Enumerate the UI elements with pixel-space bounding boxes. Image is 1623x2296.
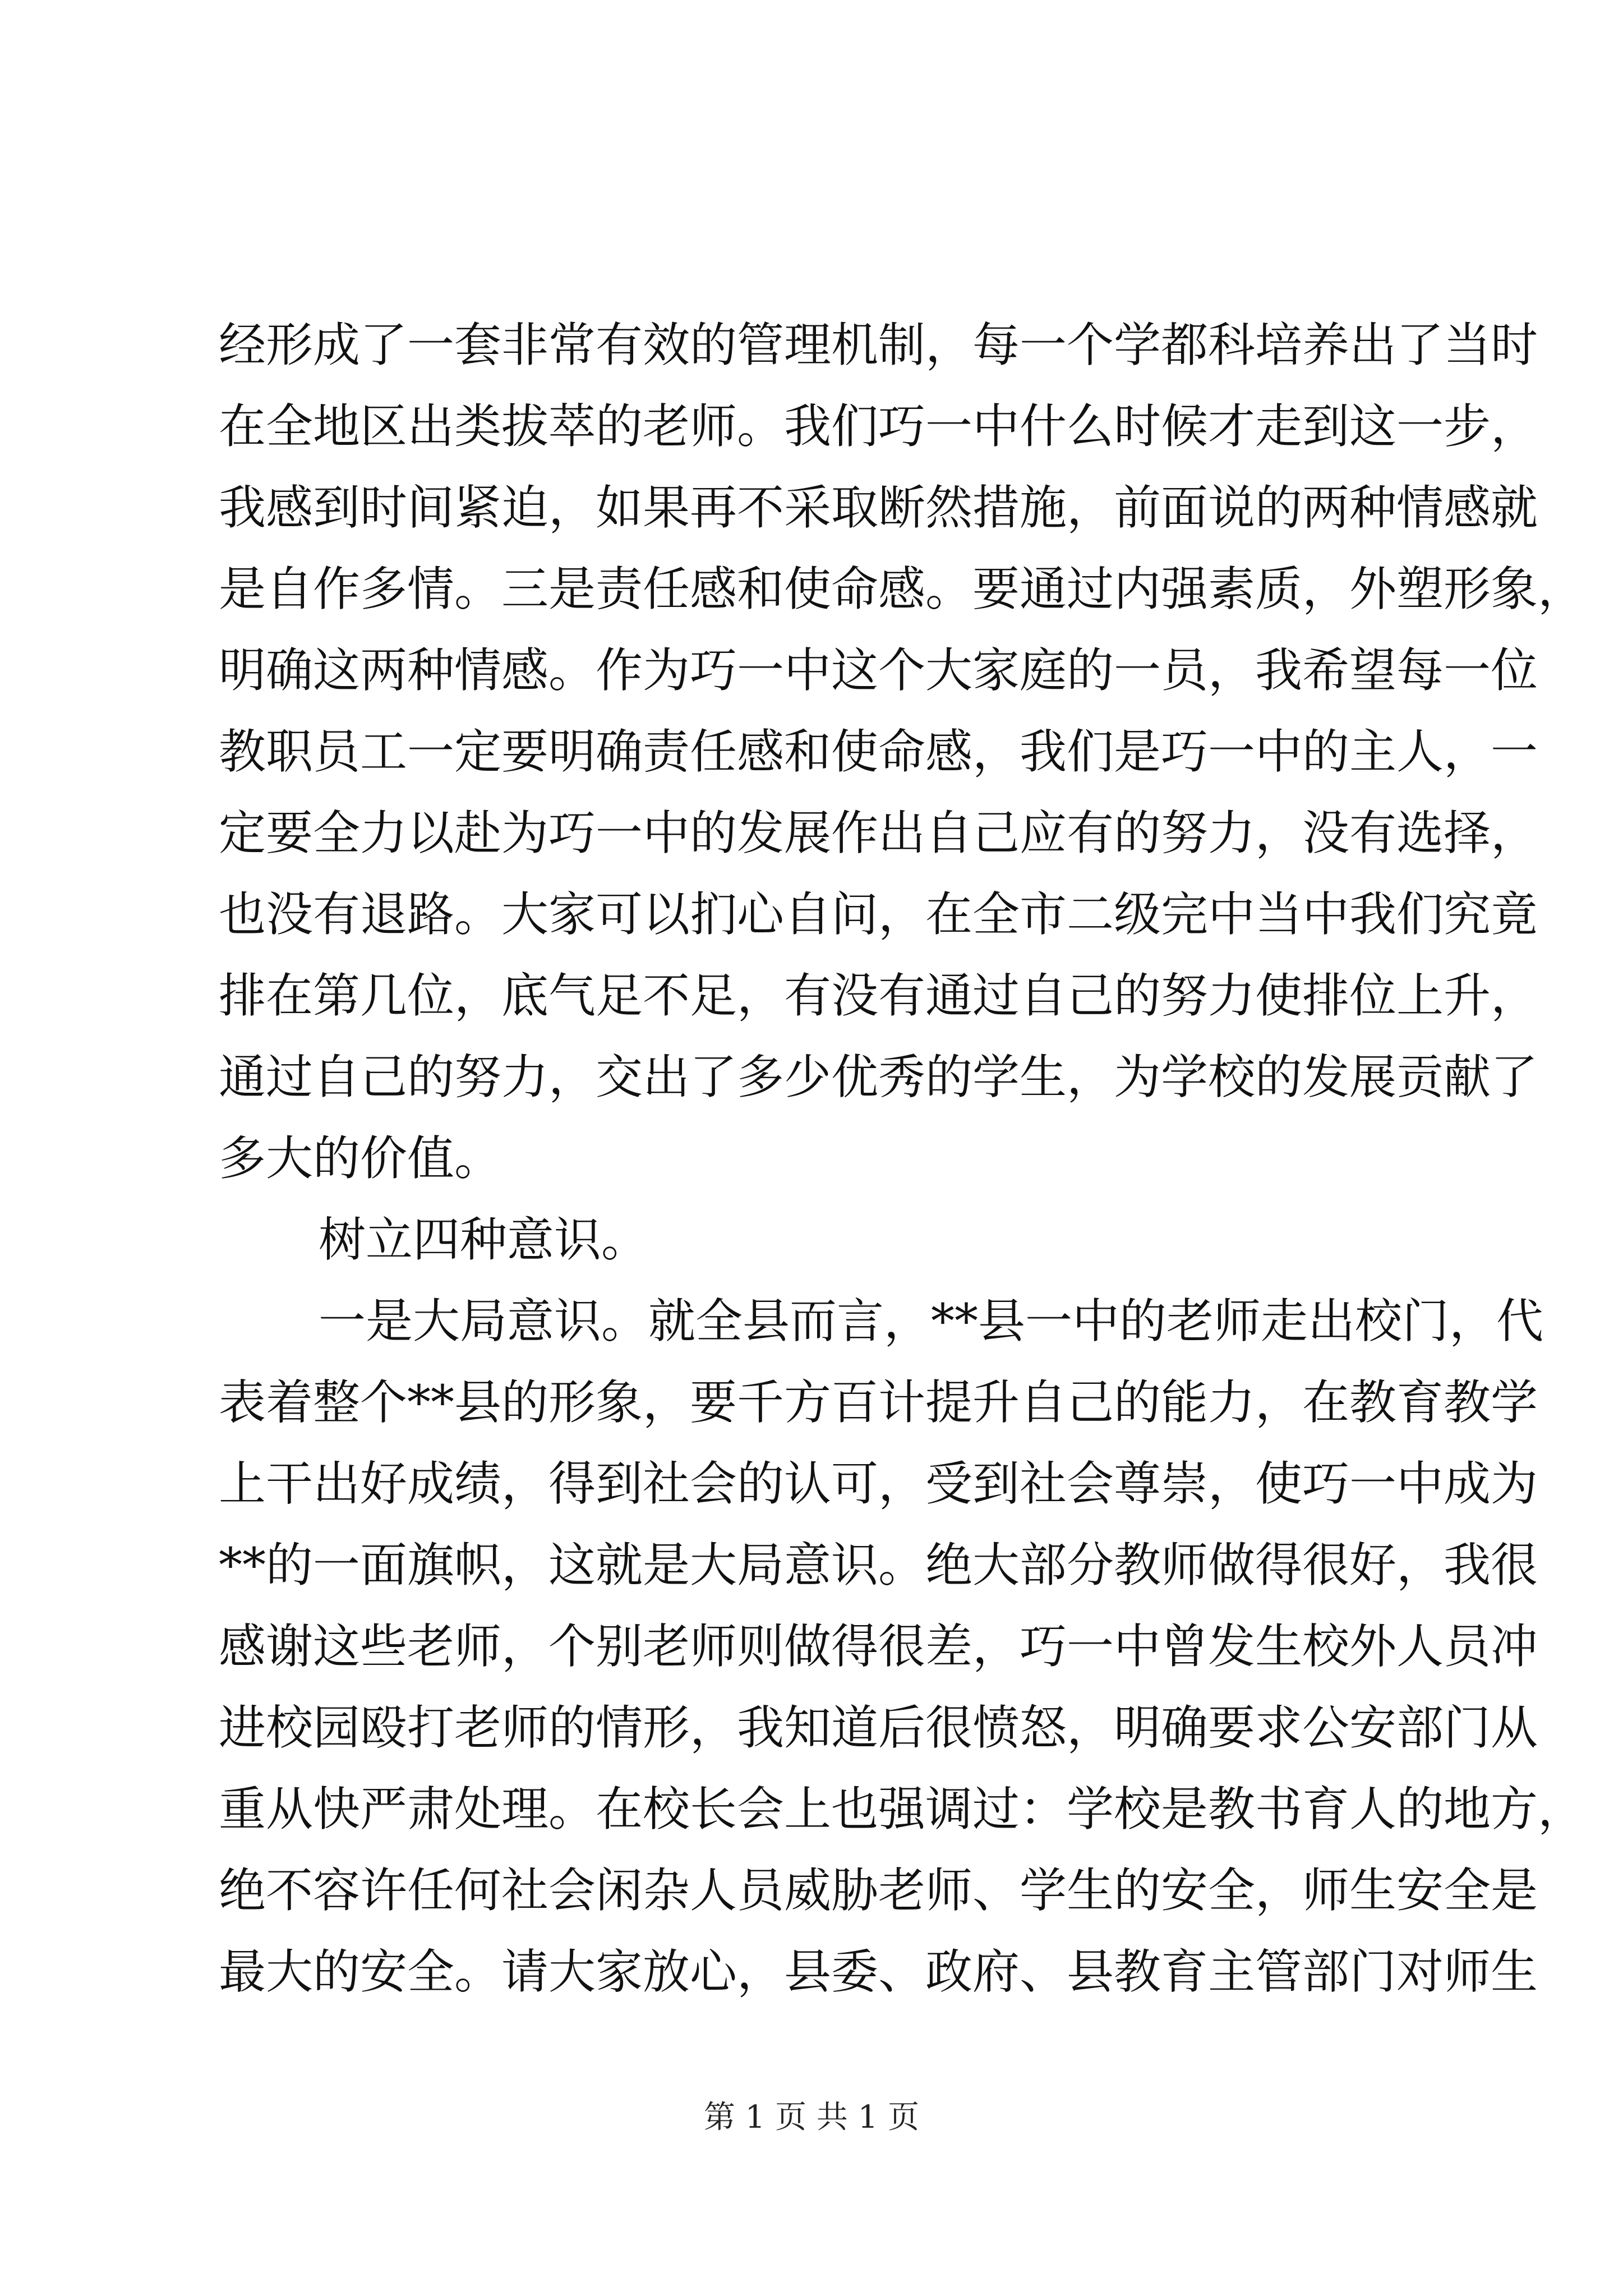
page-number-footer: 第 1 页 共 1 页: [703, 2099, 920, 2136]
text-line: 是自作多情。三是责任感和使命感。要通过内强素质，外塑形象，: [219, 562, 1585, 616]
text-line: 通过自己的努力，交出了多少优秀的学生，为学校的发展贡献了: [219, 1050, 1538, 1105]
text-line: 我感到时间紧迫，如果再不采取断然措施，前面说的两种情感就: [219, 480, 1538, 535]
text-line: 也没有退路。大家可以扪心自问，在全市二级完中当中我们究竟: [219, 887, 1538, 942]
text-line: 定要全力以赴为巧一中的发展作出自己应有的努力，没有选择，: [219, 806, 1538, 861]
text-line: 表着整个**县的形象，要千方百计提升自己的能力，在教育教学: [219, 1375, 1538, 1430]
section-heading: 树立四种意识。: [319, 1212, 649, 1267]
text-line: 教职员工一定要明确责任感和使命感，我们是巧一中的主人，一: [219, 724, 1538, 779]
text-line: 多大的价值。: [219, 1131, 502, 1186]
text-line: 明确这两种情感。作为巧一中这个大家庭的一员，我希望每一位: [219, 643, 1538, 698]
text-line: 一是大局意识。就全县而言，**县一中的老师走出校门，代: [319, 1294, 1544, 1349]
text-line: 感谢这些老师，个别老师则做得很差，巧一中曾发生校外人员冲: [219, 1619, 1538, 1674]
text-line: 最大的安全。请大家放心，县委、政府、县教育主管部门对师生: [219, 1944, 1538, 1999]
text-line: 上干出好成绩，得到社会的认可，受到社会尊崇，使巧一中成为: [219, 1456, 1538, 1511]
text-line: 排在第几位，底气足不足，有没有通过自己的努力使排位上升，: [219, 968, 1538, 1023]
text-line: 绝不容许任何社会闲杂人员威胁老师、学生的安全，师生安全是: [219, 1863, 1538, 1918]
text-line: 进校园殴打老师的情形，我知道后很愤怒，明确要求公安部门从: [219, 1700, 1538, 1755]
text-line: 在全地区出类拔萃的老师。我们巧一中什么时候才走到这一步，: [219, 399, 1538, 454]
text-line: 重从快严肃处理。在校长会上也强调过：学校是教书育人的地方，: [219, 1782, 1585, 1837]
text-line: **的一面旗帜，这就是大局意识。绝大部分教师做得很好，我很: [219, 1538, 1538, 1593]
text-line: 经形成了一套非常有效的管理机制，每一个学都科培养出了当时: [219, 318, 1538, 372]
